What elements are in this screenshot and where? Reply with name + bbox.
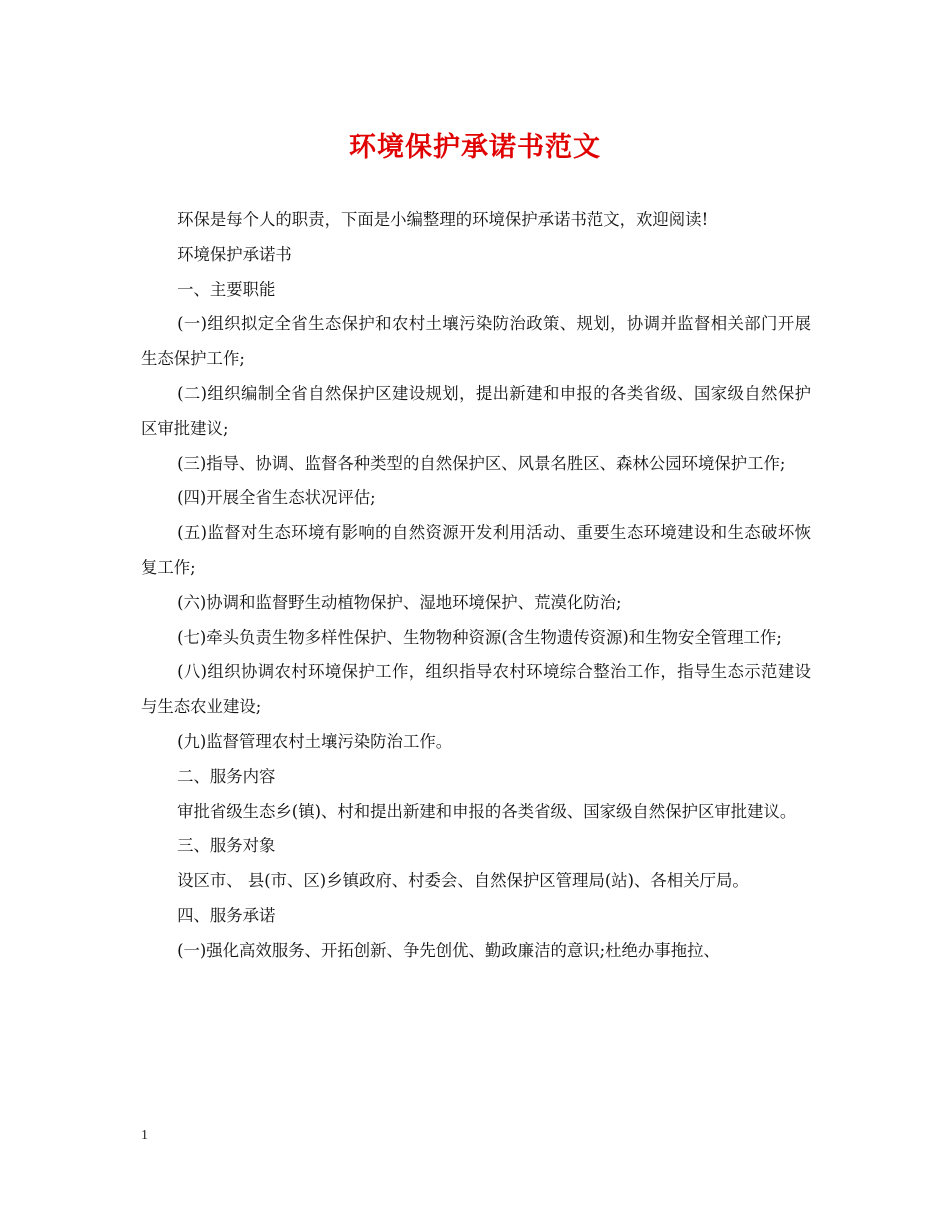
paragraph: (二)组织编制全省自然保护区建设规划，提出新建和申报的各类省级、国家级自然保护区审批建议;	[141, 383, 811, 438]
section-heading: 一、主要职能	[177, 279, 276, 299]
document-body	[141, 203, 811, 969]
section-heading: 三、服务对象	[177, 836, 276, 856]
paragraph: 审批省级生态乡(镇)、村和提出新建和申报的各类省级、国家级自然保护区审批建议。	[177, 801, 797, 821]
page-number: 1	[141, 1128, 148, 1143]
paragraph: (七)牵头负责生物多样性保护、生物物种资源(含生物遗传资源)和生物安全管理工作;	[177, 627, 782, 647]
section-heading: 四、服务承诺	[177, 905, 276, 925]
paragraph: 环保是每个人的职责，下面是小编整理的环境保护承诺书范文，欢迎阅读!	[177, 210, 709, 229]
paragraph: (九)监督管理农村土壤污染防治工作。	[177, 731, 453, 751]
paragraph: (六)协调和监督野生动植物保护、湿地环境保护、荒漠化防治;	[177, 592, 622, 612]
paragraph: (四)开展全省生态状况评估;	[177, 488, 376, 508]
paragraph: (一)组织拟定全省生态保护和农村土壤污染防治政策、规划，协调并监督相关部门开展生态保护工作;	[141, 314, 811, 369]
paragraph: (三)指导、协调、监督各种类型的自然保护区、风景名胜区、森林公园环境保护工作;	[177, 453, 786, 473]
paragraph: (八)组织协调农村环境保护工作，组织指导农村环境综合整治工作，指导生态示范建设与生态农业建设;	[141, 662, 811, 717]
section-heading: 二、服务内容	[177, 766, 276, 786]
document-title: 环境保护承诺书范文	[349, 132, 601, 163]
paragraph: (五)监督对生态环境有影响的自然资源开发利用活动、重要生态环境建设和生态破坏恢复工作;	[141, 523, 811, 577]
paragraph: 设区市、 县(市、区)乡镇政府、村委会、自然保护区管理局(站)、各相关厅局。	[177, 871, 749, 891]
paragraph: 环境保护承诺书	[177, 244, 292, 264]
paragraph: (一)强化高效服务、开拓创新、争先创优、勤政廉洁的意识;杜绝办事拖拉、	[177, 940, 720, 960]
